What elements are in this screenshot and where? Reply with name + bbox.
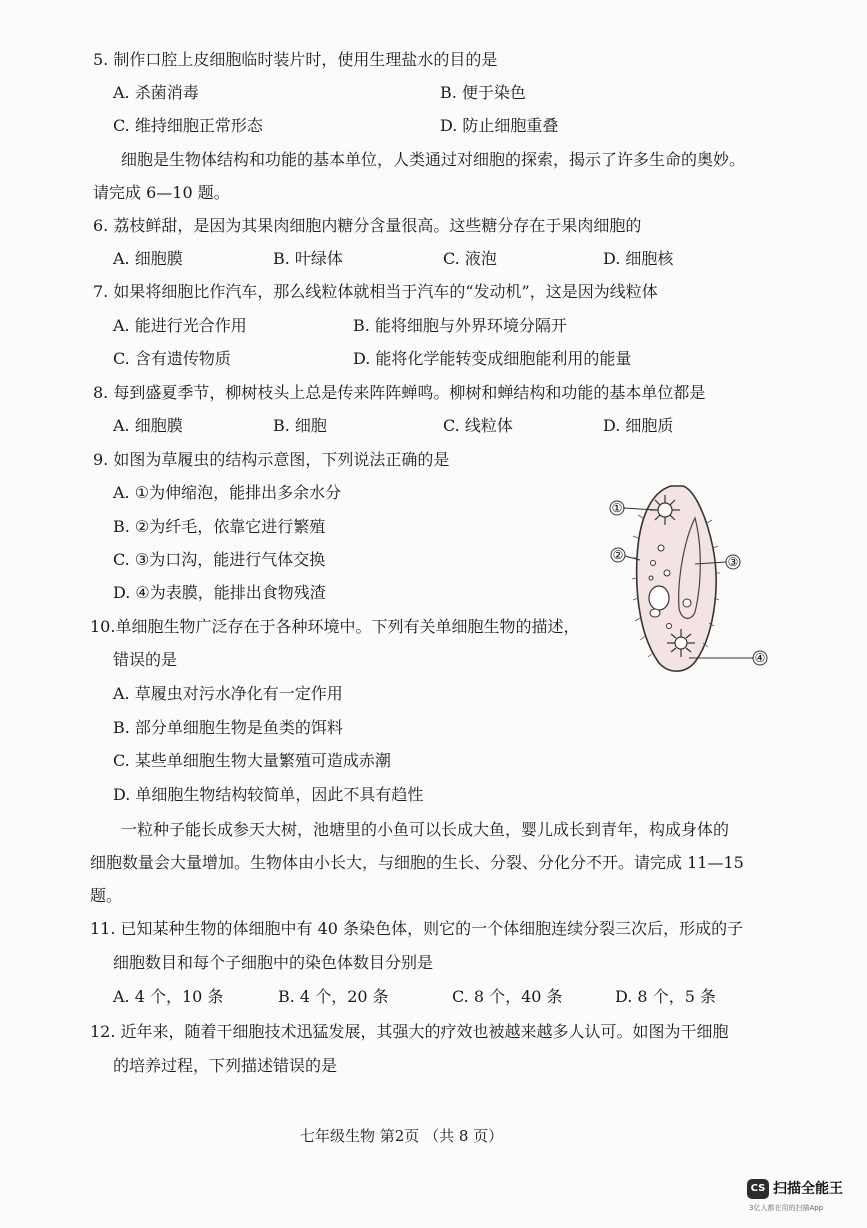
paramecium-diagram [603,478,773,678]
q11-stem-line1: 11. 已知某种生物的体细胞中有 40 条染色体，则它的一个体细胞连续分裂三次后，形成的子 [90,919,744,938]
q11-option-d: D. 8 个，5 条 [615,987,716,1006]
q9-stem: 9. 如图为草履虫的结构示意图，下列说法正确的是 [93,450,450,469]
q11-option-c: C. 8 个，40 条 [452,987,563,1006]
q10-stem-line1: 10.单细胞生物广泛存在于各种环境中。下列有关单细胞生物的描述， [90,617,580,636]
intro-11-15-line2: 细胞数量会大量增加。生物体由小长大，与细胞的生长、分裂、分化分不开。请完成 11—15 [90,853,744,872]
q5-option-c: C. 维持细胞正常形态 [113,116,263,135]
q10-stem-line2: 错误的是 [113,650,178,669]
macronucleus [649,586,669,610]
q8-option-c: C. 线粒体 [443,416,513,435]
q9-option-c: C. ③为口沟，能进行气体交换 [113,550,326,569]
q11-option-b: B. 4 个，20 条 [278,987,389,1006]
q5-option-b: B. 便于染色 [440,83,526,102]
label-3: ③ [727,555,739,569]
q8-stem: 8. 每到盛夏季节，柳树枝头上总是传来阵阵蝉鸣。柳树和蝉结构和功能的基本单位都是 [93,383,706,402]
micronucleus [650,609,660,617]
q11-stem-line2: 细胞数目和每个子细胞中的染色体数目分别是 [113,953,434,972]
camscanner-watermark [747,1176,859,1216]
q10-option-c: C. 某些单细胞生物大量繁殖可造成赤潮 [113,751,391,770]
camscanner-name: 扫描全能王 [773,1181,843,1197]
q9-option-a: A. ①为伸缩泡，能排出多余水分 [113,483,342,502]
q10-option-a: A. 草履虫对污水净化有一定作用 [113,684,343,703]
page-footer: 七年级生物 第2页 （共 8 页） [300,1127,504,1145]
q6-option-d: D. 细胞核 [603,249,674,268]
q6-option-b: B. 叶绿体 [273,249,343,268]
label-4: ④ [754,651,766,665]
q12-stem-line2: 的培养过程，下列描述错误的是 [113,1056,338,1075]
camscanner-logo-icon: CS [747,1179,769,1199]
q6-option-c: C. 液泡 [443,249,497,268]
q12-stem-line1: 12. 近年来，随着干细胞技术迅猛发展，其强大的疗效也被越来越多人认可。如图为干细胞 [90,1022,729,1041]
intro-6-10-line2: 请完成 6—10 题。 [93,183,230,202]
q6-option-a: A. 细胞膜 [113,249,183,268]
camscanner-tagline: 3亿人都在用的扫描App [749,1204,824,1212]
q5-option-a: A. 杀菌消毒 [113,83,199,102]
q10-option-d: D. 单细胞生物结构较简单，因此不具有趋性 [113,785,424,804]
q7-option-b: B. 能将细胞与外界环境分隔开 [353,316,567,335]
q8-option-d: D. 细胞质 [603,416,674,435]
q8-option-b: B. 细胞 [273,416,327,435]
q5-option-d: D. 防止细胞重叠 [440,116,559,135]
q9-option-d: D. ④为表膜，能排出食物残渣 [113,583,326,602]
q6-stem: 6. 荔枝鲜甜，是因为其果肉细胞内糖分含量很高。这些糖分存在于果肉细胞的 [93,216,642,235]
q7-option-d: D. 能将化学能转变成细胞能利用的能量 [353,349,632,368]
q7-option-a: A. 能进行光合作用 [113,316,247,335]
label-2: ② [612,548,624,562]
q10-option-b: B. 部分单细胞生物是鱼类的饵料 [113,718,343,737]
intro-11-15-line3: 题。 [90,886,123,905]
q5-stem: 5. 制作口腔上皮细胞临时装片时，使用生理盐水的目的是 [93,50,498,69]
q11-option-a: A. 4 个，10 条 [113,987,224,1006]
q9-option-b: B. ②为纤毛，依靠它进行繁殖 [113,517,326,536]
q8-option-a: A. 细胞膜 [113,416,183,435]
intro-6-10-line1: 细胞是生物体结构和功能的基本单位，人类通过对细胞的探索，揭示了许多生命的奥妙。 [121,150,746,169]
intro-11-15-line1: 一粒种子能长成参天大树，池塘里的小鱼可以长成大鱼，婴儿成长到青年，构成身体的 [121,820,730,839]
q7-stem: 7. 如果将细胞比作汽车，那么线粒体就相当于汽车的“发动机”，这是因为线粒体 [93,282,658,301]
q7-option-c: C. 含有遗传物质 [113,349,231,368]
label-1: ① [611,501,623,515]
